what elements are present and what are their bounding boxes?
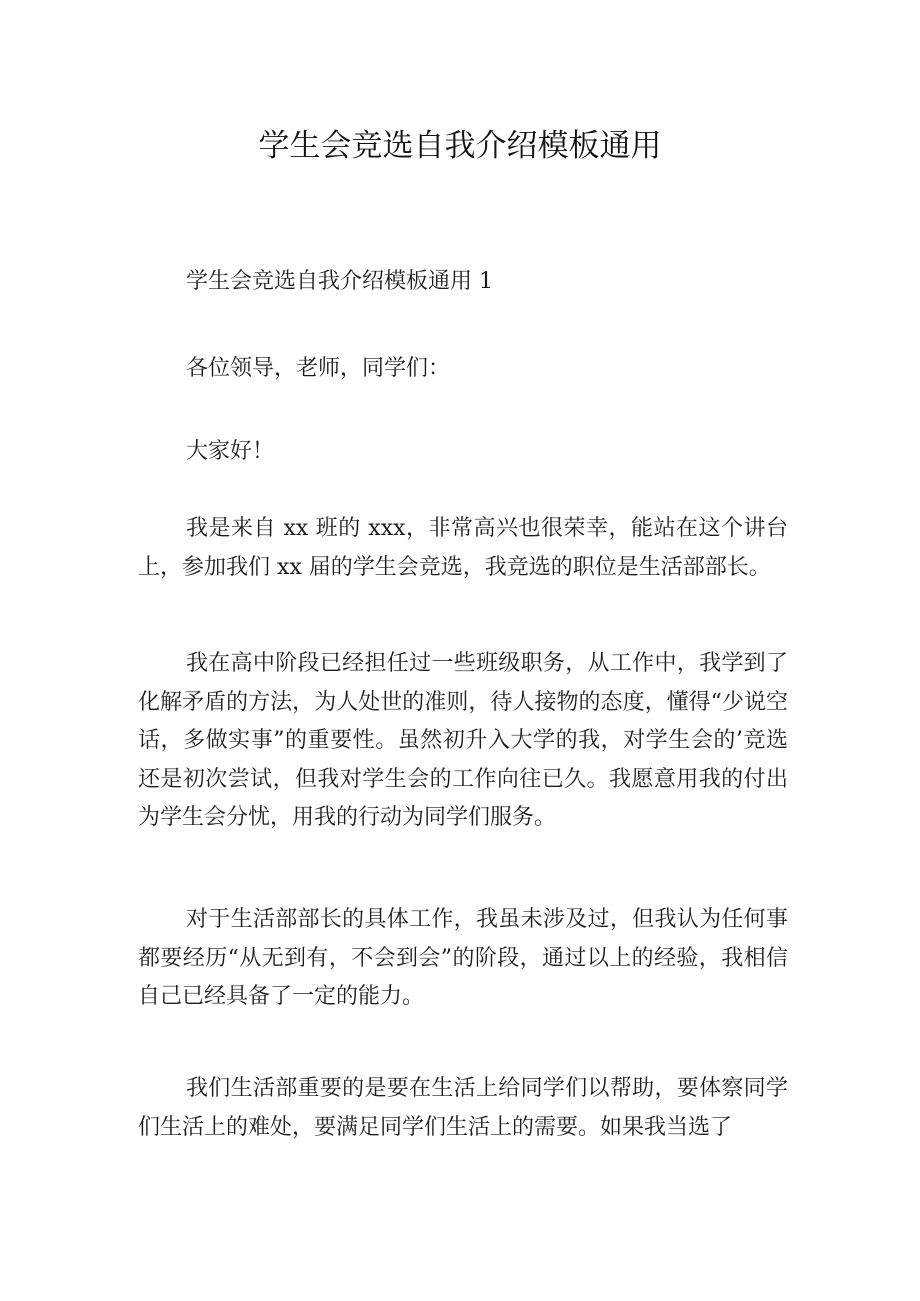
salutation: 各位领导，老师，同学们：	[186, 356, 451, 381]
paragraph-role-understanding: 对于生活部部长的具体工作，我虽未涉及过，但我认为任何事都要经历“从无到有，不会到会”的阶段，通过以上的经验，我相信自己已经具备了一定的能力。	[138, 907, 788, 1009]
paragraph-department-goals: 我们生活部重要的是要在生活上给同学们以帮助，要体察同学们生活上的难处，要满足同学们生活上的需要。如果我当选了	[138, 1076, 788, 1140]
document-subtitle: 学生会竞选自我介绍模板通用 1	[186, 269, 493, 294]
greeting: 大家好！	[186, 439, 275, 464]
paragraph-introduction: 我是来自 xx 班的 xxx，非常高兴也很荣幸，能站在这个讲台上，参加我们 xx 届的学生会竞选，我竞选的职位是生活部部长。	[138, 516, 788, 580]
paragraph-experience: 我在高中阶段已经担任过一些班级职务，从工作中，我学到了化解矛盾的方法，为人处世的准则，待人接物的态度，懂得“少说空话，多做实事”的重要性。虽然初升入大学的我，对学生会的’竞选还是初次尝试，但我对学生会的工作向往已久。我愿意用我的付出为学生会分忧，用我的行动为同学们服务。	[138, 651, 788, 830]
document-title: 学生会竞选自我介绍模板通用	[258, 128, 662, 164]
